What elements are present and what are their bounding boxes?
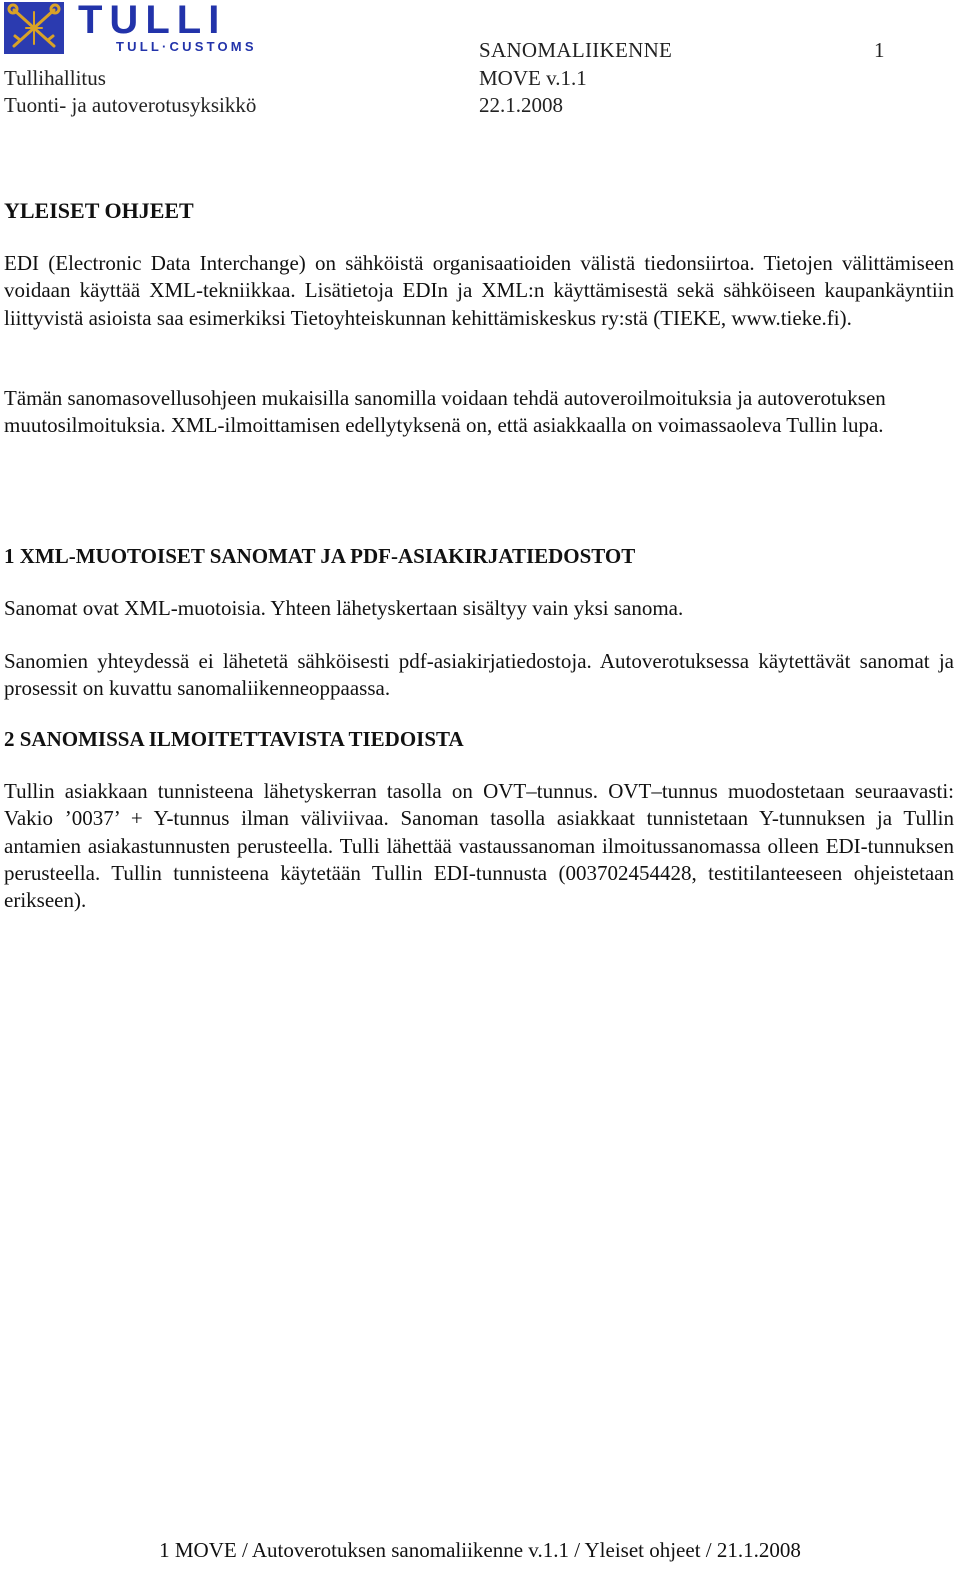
crossed-keys-icon	[4, 2, 64, 54]
document-version: MOVE v.1.1	[479, 66, 587, 90]
section-1-heading: 1 XML-MUOTOISET SANOMAT JA PDF-ASIAKIRJATIEDOSTOT	[4, 544, 636, 568]
logo-wordmark: TULLI	[78, 0, 227, 42]
document-type: SANOMALIIKENNE	[479, 38, 673, 62]
section-1-paragraph-1: Sanomat ovat XML-muotoisia. Yhteen lähetyskertaan sisältyy vain yksi sanoma.	[4, 596, 684, 620]
org-name: Tullihallitus	[4, 66, 106, 90]
section-1-paragraph-2: Sanomien yhteydessä ei lähetetä sähköisesti pdf-asiakirjatiedostoja. Autoverotuksessa käytettävät sanomat ja prosessit on kuvattu sanomaliikenneoppaassa.	[4, 649, 954, 701]
intro-paragraph-1: EDI (Electronic Data Interchange) on sähköistä organisaatioiden välistä tiedonsiirtoa. Tietojen välittämiseen voidaan käyttää XML-tekniikkaa. Lisätietoja EDIn ja XML:n käyttämisestä sekä sähköiseen kaupankäyntiin liittyvistä asioista saa esimerkiksi Tietoyhteiskunnan kehittämiskeskus ry:stä (TIEKE, www.tieke.fi).	[4, 251, 954, 330]
logo-subtext: TULL·CUSTOMS	[116, 39, 257, 54]
document-date: 22.1.2008	[479, 93, 563, 117]
page-title: YLEISET OHJEET	[4, 198, 194, 223]
section-2-heading: 2 SANOMISSA ILMOITETTAVISTA TIEDOISTA	[4, 727, 464, 751]
org-unit: Tuonti- ja autoverotusyksikkö	[4, 93, 257, 117]
section-2-paragraph-1: Tullin asiakkaan tunnisteena lähetyskerran tasolla on OVT–tunnus. OVT–tunnus muodostetaan seuraavasti: Vakio ’0037’ + Y-tunnus ilman väliviivaa. Sanoman tasolla asiakkaat tunnistetaan Y-tunnuksen ja Tullin antamien asiakastunnusten perusteella. Tulli lähettää vastaussanoman ilmoitussanomassa olleen EDI-tunnuksen perusteella. Tullin tunnisteena käytetään Tullin EDI-tunnusta (003702454428, testitilanteeseen ohjeistetaan erikseen).	[4, 779, 954, 913]
page-number: 1	[874, 38, 885, 62]
page-footer: 1 MOVE / Autoverotuksen sanomaliikenne v.1.1 / Yleiset ohjeet / 21.1.2008	[159, 1538, 801, 1562]
customs-emblem-logo	[4, 2, 64, 54]
intro-paragraph-2: Tämän sanomasovellusohjeen mukaisilla sanomilla voidaan tehdä autoveroilmoituksia ja autoverotuksen muutosilmoituksia. XML-ilmoittamisen edellytyksenä on, että asiakkaalla on voimassaoleva Tullin lupa.	[4, 386, 886, 438]
